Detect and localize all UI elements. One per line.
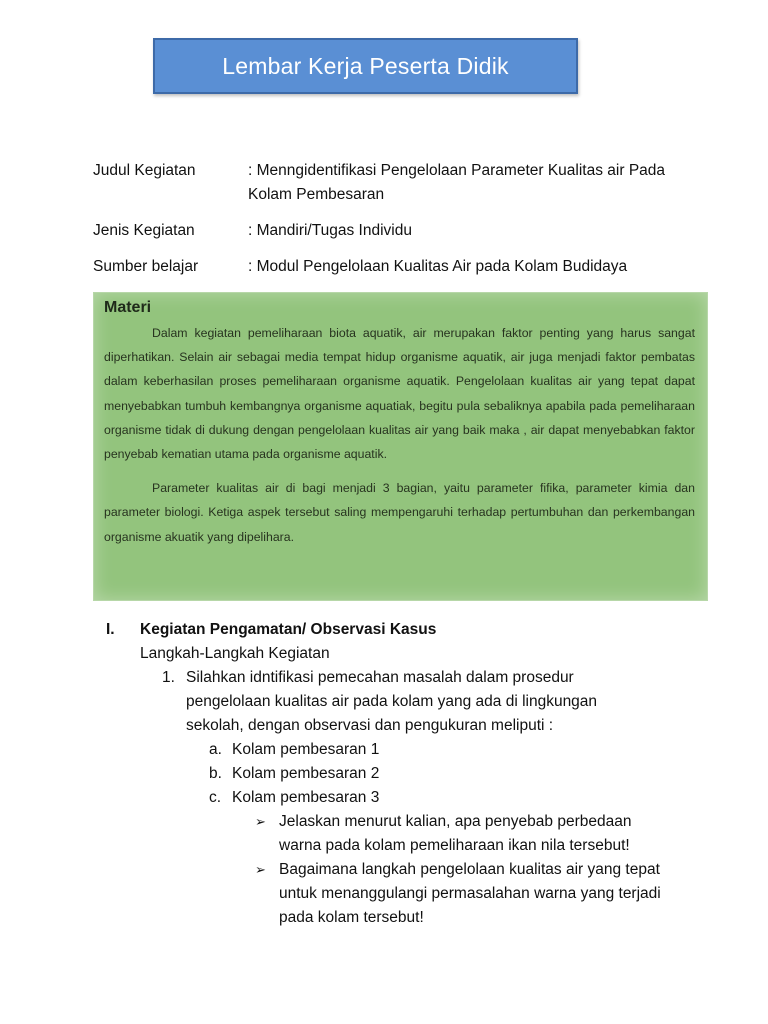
meta-label: Judul Kegiatan xyxy=(93,162,196,179)
list-letter: a. xyxy=(209,741,222,758)
bullet-text: Bagaimana langkah pengelolaan kualitas air yang tepat untuk menanggulangi permasalahan warna yang terjadi pada kolam tersebut! xyxy=(279,861,661,926)
meta-value: : Modul Pengelolaan Kualitas Air pada Kolam Budidaya xyxy=(248,258,628,275)
materi-box xyxy=(93,292,708,601)
list-letter: b. xyxy=(209,765,222,782)
section-title: Kegiatan Pengamatan/ Observasi Kasus xyxy=(140,621,437,638)
meta-row-sumber xyxy=(93,255,713,279)
meta-label: Jenis Kegiatan xyxy=(93,222,195,239)
meta-label: Sumber belajar xyxy=(93,258,199,275)
list-text: Kolam pembesaran 2 xyxy=(232,765,380,782)
step-number: 1. xyxy=(162,669,175,686)
list-text: Kolam pembesaran 1 xyxy=(232,741,380,758)
list-letter: c. xyxy=(209,789,222,806)
page-title: Lembar Kerja Peserta Didik xyxy=(222,52,509,79)
meta-value: : Menngidentifikasi Pengelolaan Parameter Kualitas air Pada Kolam Pembesaran xyxy=(248,162,666,203)
meta-row-judul xyxy=(93,159,713,207)
list-text: Kolam pembesaran 3 xyxy=(232,789,380,806)
steps-title: Langkah-Langkah Kegiatan xyxy=(140,645,330,662)
meta-value: : Mandiri/Tugas Individu xyxy=(248,222,412,239)
materi-heading: Materi xyxy=(104,299,152,316)
arrow-bullet-icon: ➢ xyxy=(255,862,266,877)
materi-paragraph: Dalam kegiatan pemeliharaan biota aquatik, air merupakan faktor penting yang harus sangat diperhatikan. Selain air sebagai media tempat hidup organisme aquatik, air juga menjadi faktor pembatas dalam keberhasilan proses pemeliharaan organisme aquatik. Pengelolaan kualitas air yang tepat dapat menyebabkan tumbuh kembangnya organisme aquatiak, begitu pula sebaliknya apabila pada pemeliharaan organisme tidak di dukung dengan pengelolaan kualitas air yang baik maka , air dapat menyebabkan faktor penyebab kematian utama pada organisme aquatik. xyxy=(104,326,695,462)
step-text: Silahkan idntifikasi pemecahan masalah dalam prosedur pengelolaan kualitas air pada kolam yang ada di lingkungan sekolah, dengan observasi dan pengukuran meliputi : xyxy=(186,669,598,734)
section-number: I. xyxy=(106,621,115,638)
bullet-text: Jelaskan menurut kalian, apa penyebab perbedaan warna pada kolam pemeliharaan ikan nila tersebut! xyxy=(279,813,632,854)
materi-paragraph: Parameter kualitas air di bagi menjadi 3 bagian, yaitu parameter fifika, parameter kimia dan parameter biologi. Ketiga aspek tersebut saling mempengaruhi terhadap pertumbuhan dan perkembangan organisme akuatik yang dipelihara. xyxy=(104,481,695,544)
arrow-bullet-icon: ➢ xyxy=(255,814,266,829)
meta-row-jenis xyxy=(93,219,713,243)
title-banner xyxy=(153,38,578,94)
